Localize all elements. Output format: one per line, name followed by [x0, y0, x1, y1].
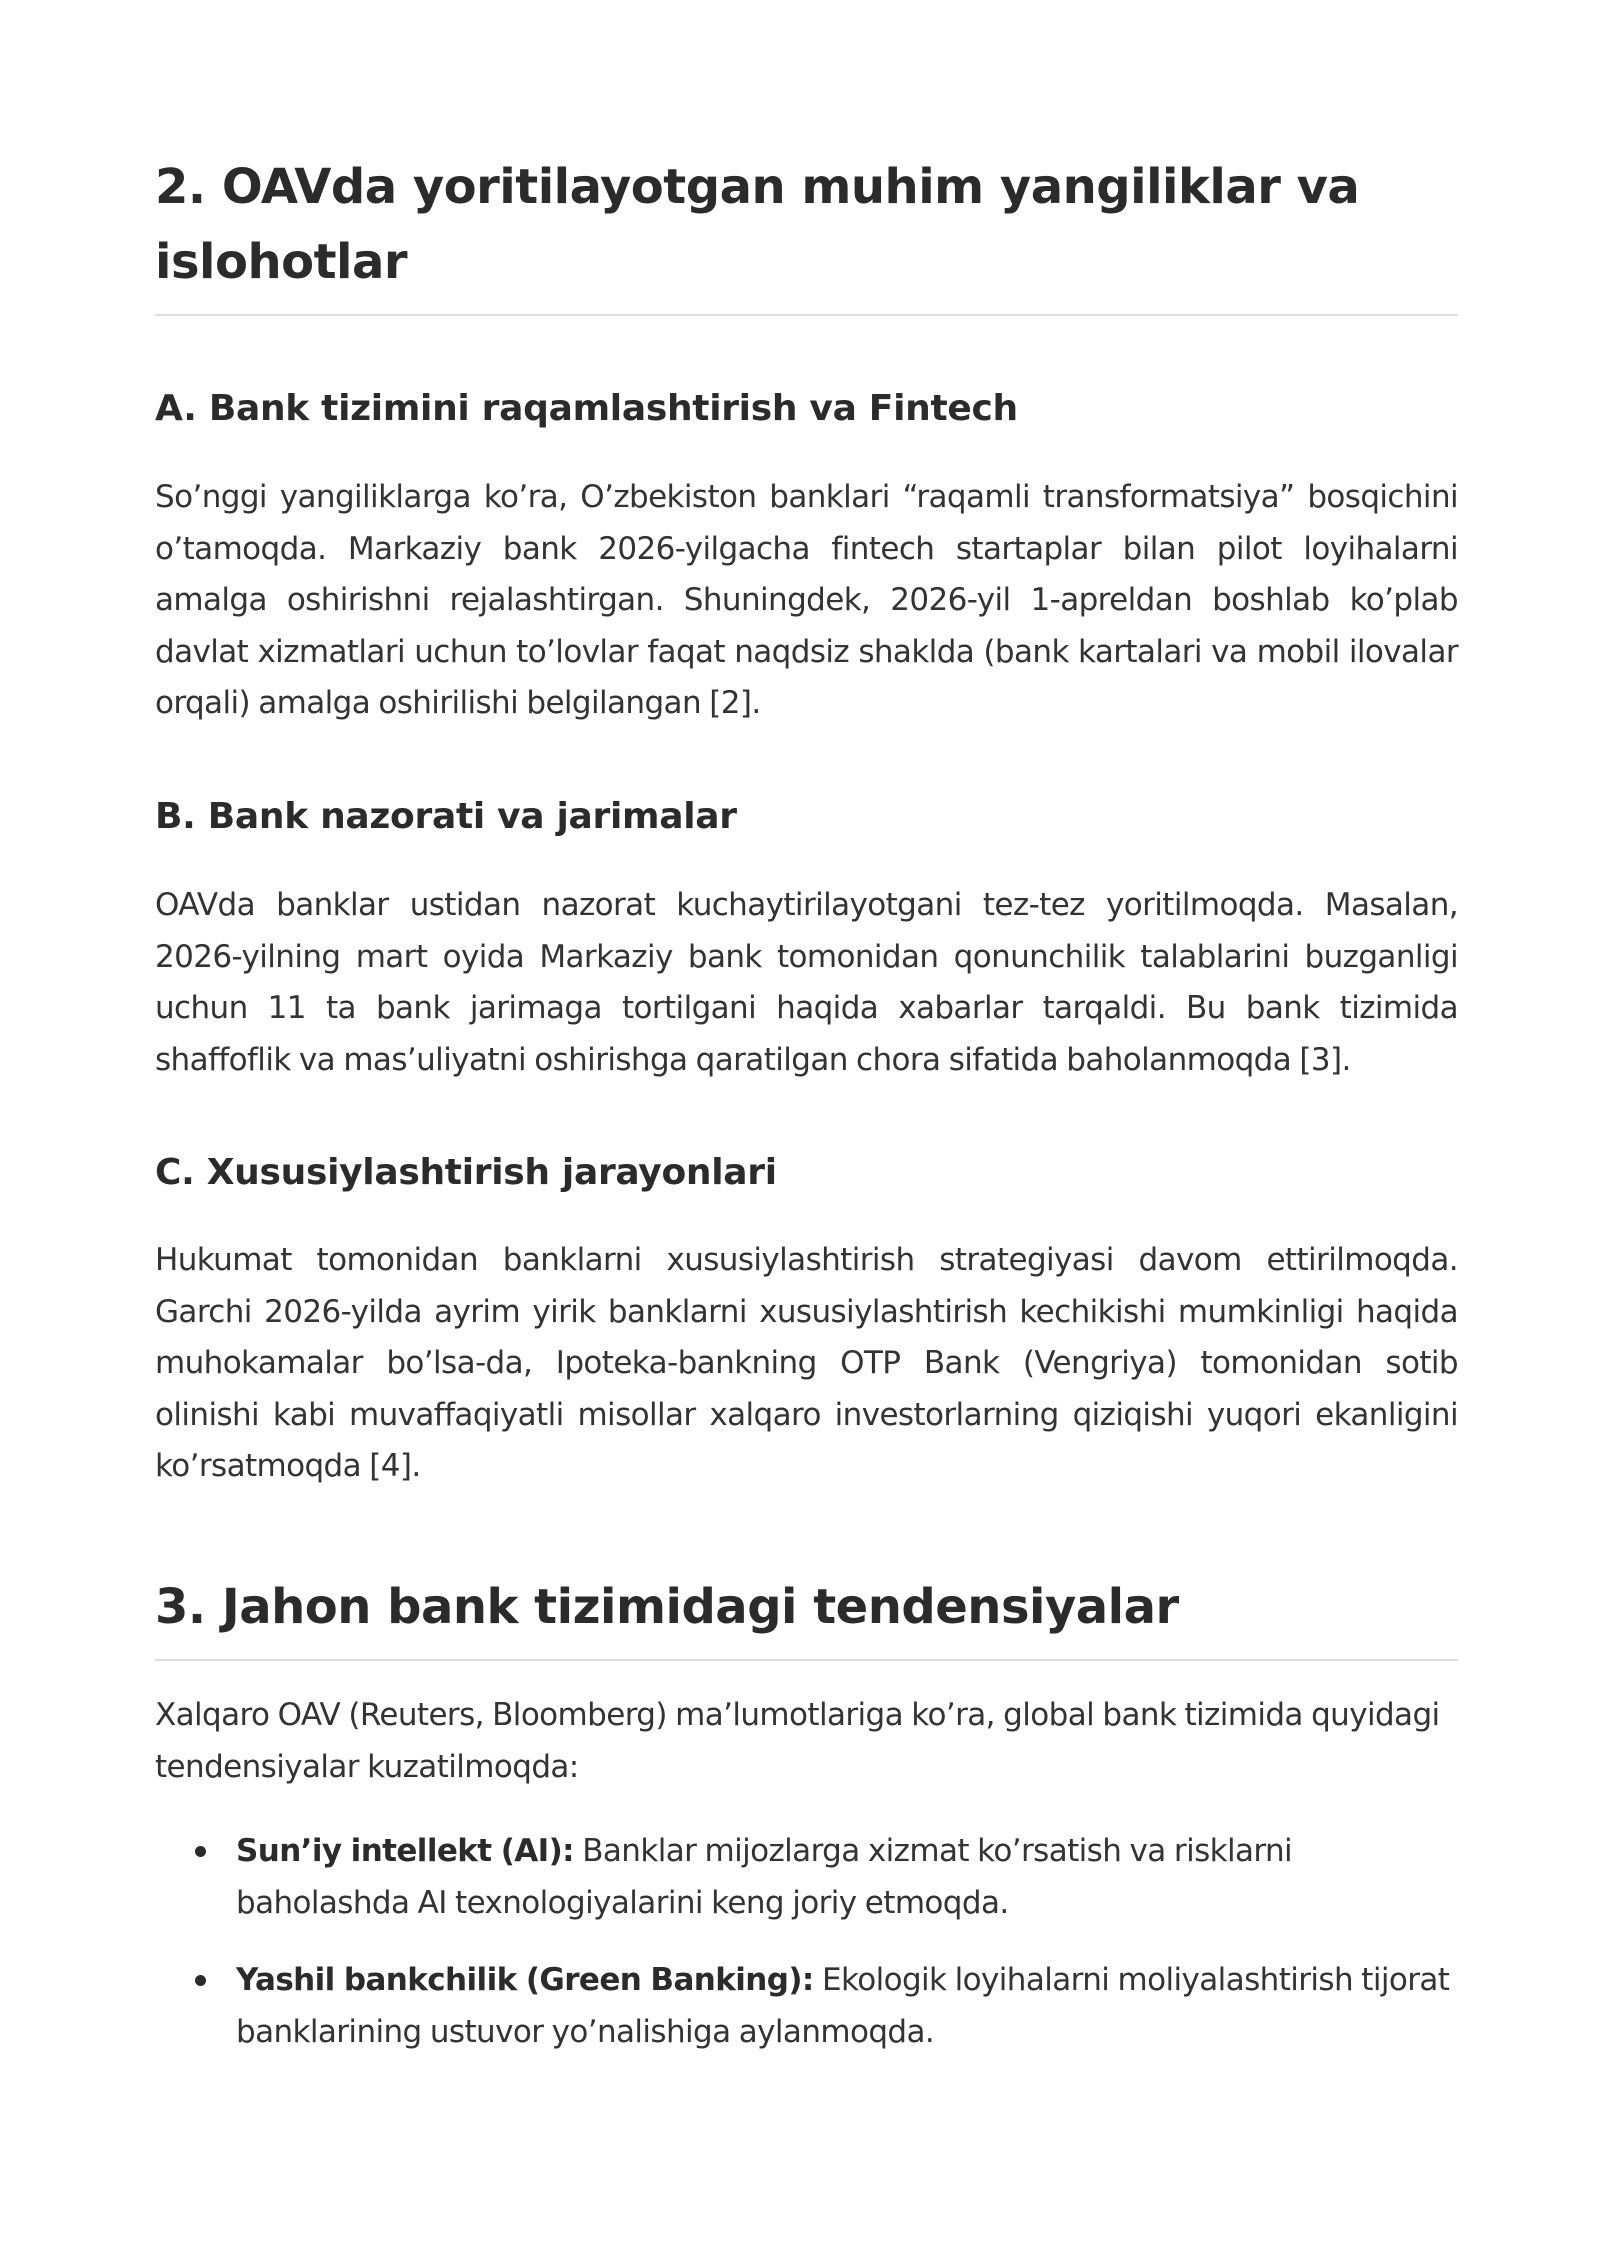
- section-heading-2: 2. OAVda yoritilayotgan muhim yangiliklar va islohotlar: [155, 150, 1458, 316]
- list-item-term: Yashil bankchilik (Green Banking):: [236, 1962, 814, 1999]
- section-3-intro: Xalqaro OAV (Reuters, Bloomberg) ma’lumotlariga ko’ra, global bank tizimida quyidagi tendensiyalar kuzatilmoqda:: [155, 1697, 1440, 1785]
- list-item: [155, 1955, 1458, 2058]
- bullet-icon: [195, 1846, 206, 1857]
- subsection-text-c: Hukumat tomonidan banklarni xususiylashtirish strategiyasi davom ettirilmoqda. Garchi 2026-yilda ayrim yirik banklarni xususiylashtirish kechikishi mumkinligi haqida muhokamalar bo’lsa-da, Ipoteka-bankning OTP Bank (Vengriya) tomonidan sotib olinishi kabi muvaffaqiyatli misollar xalqaro investorlarning qiziqishi yuqori ekanligini ko’rsatmoqda [4].: [155, 1242, 1458, 1485]
- bullet-icon: [195, 1975, 206, 1986]
- list-item: [155, 1826, 1458, 1929]
- subsection-heading-b: B. Bank nazorati va jarimalar: [155, 796, 737, 837]
- subsection-text-a: So’nggi yangiliklarga ko’ra, O’zbekiston banklari “raqamli transformatsiya” bosqichini o’tamoqda. Markaziy bank 2026-yilgacha fintech startaplar bilan pilot loyihalarni amalga oshirishni rejalashtirgan. Shuningdek, 2026-yil 1-apreldan boshlab ko’plab davlat xizmatlari uchun to’lovlar faqat naqdsiz shaklda (bank kartalari va mobil ilovalar orqali) amalga oshirilishi belgilangan [2].: [155, 479, 1458, 722]
- trend-list: [155, 1826, 1458, 2058]
- subsection-heading-c: C. Xususiylashtirish jarayonlari: [155, 1152, 777, 1193]
- list-item-text: Banklar mijozlarga xizmat ko’rsatish va risklarni baholashda AI texnologiyalarini keng joriy etmoqda.: [236, 1833, 1293, 1921]
- subsection-text-b: OAVda banklar ustidan nazorat kuchaytirilayotgani tez-tez yoritilmoqda. Masalan, 2026-yilning mart oyida Markaziy bank tomonidan qonunchilik talablarini buzganligi uchun 11 ta bank jarimaga tortilgani haqida xabarlar tarqaldi. Bu bank tizimida shaffoflik va mas’uliyatni oshirishga qaratilgan chora sifatida baholanmoqda [3].: [155, 887, 1458, 1078]
- section-heading-3: 3. Jahon bank tizimidagi tendensiyalar: [155, 1570, 1458, 1661]
- subsection-heading-a: A. Bank tizimini raqamlashtirish va Fintech: [155, 388, 1018, 429]
- list-item-term: Sun’iy intellekt (AI):: [236, 1833, 574, 1869]
- list-item-text: Ekologik loyihalarni moliyalashtirish tijorat banklarining ustuvor yo’nalishiga aylanmoqda.: [236, 1962, 1450, 2050]
